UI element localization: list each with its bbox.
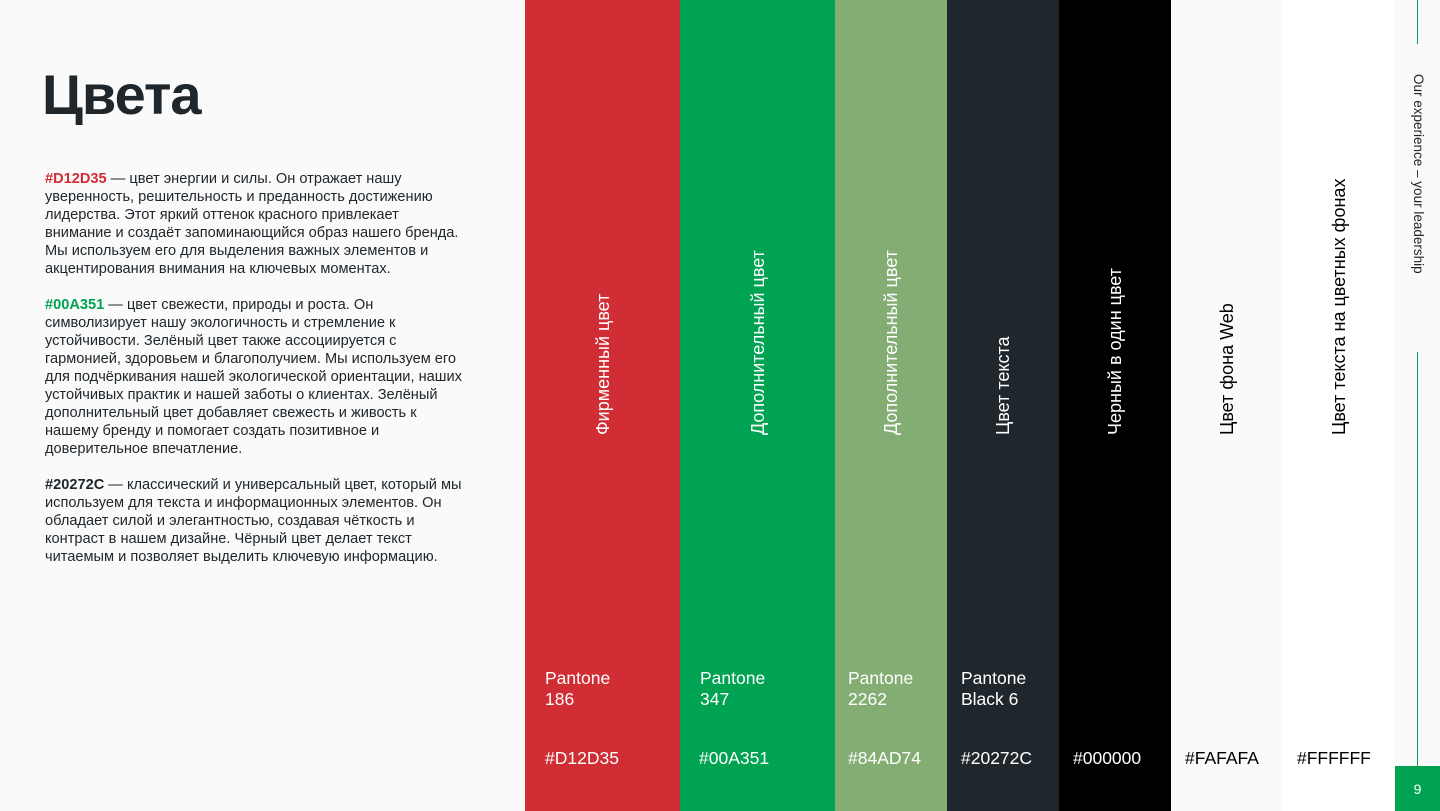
swatch-hex: #FAFAFA bbox=[1185, 748, 1259, 768]
swatch-label: Дополнительный цвет bbox=[747, 250, 768, 435]
swatch-hex: #000000 bbox=[1073, 748, 1142, 768]
pantone-prefix: Pantone bbox=[545, 668, 611, 688]
color-description-text: — цвет свежести, природы и роста. Он символизирует нашу экологичность и стремление к устойчивости. Зелёный цвет также ассоциируется с гармонией, здоровьем и благополучием. Мы используем его для подчёркивания нашей экологической ориентации, наших устойчивых практик и нашей заботы о клиентах. Зелёный дополнительный цвет добавляет свежесть и живость к нашему бренду и помогает создать позитивное и доверительное впечатление. bbox=[45, 297, 462, 457]
swatch-hex: #20272C bbox=[961, 748, 1033, 768]
color-swatch-green bbox=[680, 0, 835, 811]
color-description-dark bbox=[45, 476, 465, 566]
swatch-label: Черный в один цвет bbox=[1105, 268, 1125, 435]
page-title: Цвета bbox=[42, 63, 201, 126]
swatch-label: Цвет текста bbox=[993, 336, 1013, 435]
rail-divider-bottom bbox=[1417, 352, 1418, 768]
pantone-code: 347 bbox=[700, 689, 730, 709]
pantone-prefix: Pantone bbox=[848, 668, 914, 688]
swatch-pantone bbox=[700, 668, 790, 710]
pantone-prefix: Pantone bbox=[961, 668, 1027, 688]
color-description-green bbox=[45, 296, 465, 458]
color-description-red bbox=[45, 170, 465, 278]
pantone-code: Black 6 bbox=[961, 689, 1019, 709]
color-swatch-web-background bbox=[1171, 0, 1283, 811]
swatch-hex: #00A351 bbox=[699, 748, 770, 768]
color-description-text: — классический и универсальный цвет, который мы используем для текста и информационных элементов. Он обладает силой и элегантностью, создавая чёткость и контраст в нашем дизайне. Чёрный цвет делает текст читаемым и позволяет выделить ключевую информацию. bbox=[45, 477, 462, 565]
color-code: #D12D35 bbox=[45, 171, 107, 187]
swatch-hex: #84AD74 bbox=[848, 748, 921, 768]
pantone-code: 186 bbox=[545, 689, 575, 709]
color-descriptions bbox=[45, 170, 465, 584]
description-panel bbox=[0, 0, 525, 811]
swatch-label: Дополнительный цвет bbox=[881, 250, 901, 435]
color-code: #00A351 bbox=[45, 297, 105, 313]
color-swatch-text-dark bbox=[947, 0, 1059, 811]
color-swatch-white bbox=[1283, 0, 1395, 811]
swatch-label: Цвет фона Web bbox=[1217, 303, 1237, 435]
color-swatch-sage-green bbox=[835, 0, 947, 811]
swatch-hex: #D12D35 bbox=[545, 748, 619, 768]
rail-divider-top bbox=[1417, 0, 1418, 44]
swatch-label: Фирменный цвет bbox=[592, 293, 613, 435]
pantone-prefix: Pantone bbox=[700, 668, 766, 688]
swatch-label: Цвет текста на цветных фонах bbox=[1329, 178, 1349, 435]
tagline: Our experience – your leadership bbox=[1411, 74, 1426, 274]
swatch-pantone bbox=[545, 668, 635, 710]
swatch-hex: #FFFFFF bbox=[1297, 748, 1371, 768]
color-description-text: — цвет энергии и силы. Он отражает нашу уверенность, решительность и преданность достижению лидерства. Этот яркий оттенок красного привлекает внимание и создаёт запоминающийся образ нашего бренда. Мы используем его для выделения важных элементов и акцентирования внимания на ключевых моментах. bbox=[45, 171, 459, 277]
page-number: 9 bbox=[1395, 766, 1440, 811]
color-swatch-brand-red bbox=[525, 0, 680, 811]
color-code: #20272C bbox=[45, 477, 105, 493]
pantone-code: 2262 bbox=[848, 689, 887, 709]
swatch-pantone bbox=[848, 668, 938, 710]
color-swatch-black bbox=[1059, 0, 1171, 811]
swatch-pantone bbox=[961, 668, 1051, 710]
